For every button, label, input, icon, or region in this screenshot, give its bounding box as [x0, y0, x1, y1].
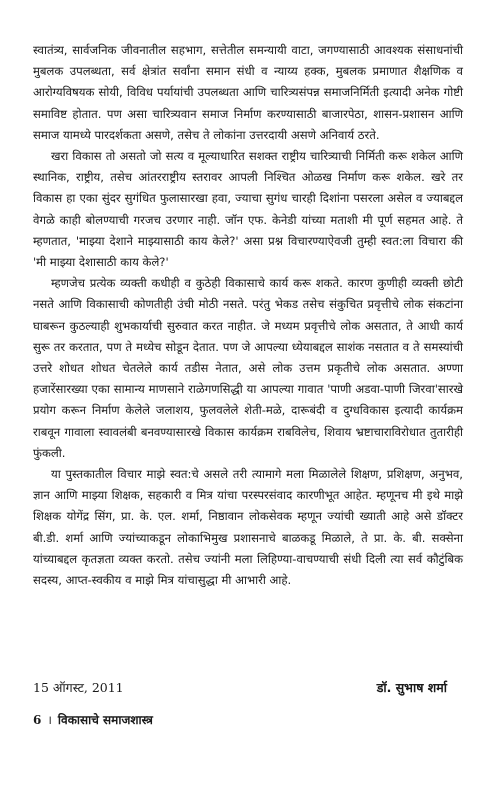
- author-name: डॉ. सुभाष शर्मा: [376, 680, 447, 695]
- body-text: [33, 40, 463, 591]
- paragraph-2: खरा विकास तो असतो जो सत्य व मूल्याधारित सशक्त राष्ट्रीय चारित्र्याची निर्मिती करू शकेल आणि स्थानिक, राष्ट्रीय, तसेच आंतरराष्ट्रीय स्तरावर आपली निश्चित ओळख निर्माण करू शकेल. खरे तर विकास हा एका सुंदर सुगंधित फुलासारखा हवा, ज्याचा सुगंध चारही दिशांना पसरला असेल व ज्याबद्दल वेगळे काही बोलण्याची गरजच उरणार नाही. जॉन एफ. केनेडी यांच्या मताशी मी पूर्ण सहमत आहे. ते म्हणतात, 'माझ्या देशाने माझ्यासाठी काय केले?' असा प्रश्न विचारण्याऐवजी तुम्ही स्वत:ला विचारा की 'मी माझ्या देशासाठी काय केले?': [33, 149, 463, 270]
- signature-row: [33, 679, 447, 696]
- preface-date: 15 ऑगस्ट, 2011: [33, 680, 124, 695]
- paragraph-4: या पुस्तकातील विचार माझे स्वत:चे असले तरी त्यामागे मला मिळालेले शिक्षण, प्रशिक्षण, अनुभव, ज्ञान आणि माझ्या शिक्षक, सहकारी व मित्र यांचा परस्परसंवाद कारणीभूत आहेत. म्हणूनच मी इथे माझे शिक्षक योगेंद्र सिंग, प्रा. के. एल. शर्मा, निष्ठावान लोकसेवक म्हणून ज्यांची ख्याती आहे असे डॉक्टर बी.डी. शर्मा आणि ज्यांच्याकडून लोकाभिमुख प्रशासनाचे बाळकडू मिळाले, ते प्रा. के. बी. सक्सेना यांच्याबद्दल कृतज्ञता व्यक्त करतो. तसेच ज्यांनी मला लिहिण्या-वाचण्याची संधी दिली त्या सर्व कौटुंबिक सदस्य, आप्त-स्वकीय व माझे मित्र यांचासुद्धा मी आभारी आहे.: [33, 467, 463, 588]
- footer-separator: ।: [47, 713, 52, 727]
- book-title: विकासाचे समाजशास्त्र: [57, 713, 153, 727]
- paragraph-3: म्हणजेच प्रत्येक व्यक्ती कधीही व कुठेही विकासाचे कार्य करू शकते. कारण कुणीही व्यक्ती छोटी नसते आणि विकासाची कोणतीही उंची मोठी नसते. परंतु भेकड तसेच संकुचित प्रवृत्तीचे लोक संकटांना घाबरून कुठल्याही शुभकार्याची सुरुवात करत नाहीत. जे मध्यम प्रवृत्तीचे लोक असतात, ते आधी कार्य सुरू तर करतात, पण ते मध्येच सोडून देतात. पण जे आपल्या ध्येयाबद्दल साशंक नसतात व ते समस्यांची उत्तरे शोधत शोधत चेतलेले कार्य तडीस नेतात, असे लोक उत्तम प्रकृतीचे लोक असतात. अण्णा हजारेंसारख्या एका सामान्य माणसाने राळेगणसिद्धी या आपल्या गावात 'पाणी अडवा-पाणी जिरवा'सारखे प्रयोग करून निर्माण केलेले जलाशय, फुलवलेले शेती-मळे, दारूबंदी व दुग्धविकास इत्यादी कार्यक्रम राबवून गावाला स्वावलंबी बनवण्यासारखे विकास कार्यक्रम राबविलेच, शिवाय भ्रष्टाचाराविरोधात तुतारीही फुंकली.: [33, 276, 463, 460]
- page-footer: [33, 711, 153, 728]
- paragraph-1: स्वातंत्र्य, सार्वजनिक जीवनातील सहभाग, सत्तेतील समन्यायी वाटा, जगण्यासाठी आवश्यक संसाधनांची मुबलक उपलब्धता, सर्व क्षेत्रांत सर्वांना समान संधी व न्याय्य हक्क, मुबलक प्रमाणात शैक्षणिक व आरोग्यविषयक सोयी, विविध पर्यायांची उपलब्धता आणि चारित्र्यसंपन्न समाजनिर्मिती इत्यादी अनेक गोष्टी समाविष्ट होतात. पण असा चारित्र्यवान समाज निर्माण करण्यासाठी बाजारपेठा, शासन-प्रशासन आणि समाज यामध्ये पारदर्शकता असणे, तसेच ते लोकांना उत्तरदायी असणे अनिवार्य ठरते.: [33, 43, 463, 142]
- page-number: 6: [33, 712, 42, 727]
